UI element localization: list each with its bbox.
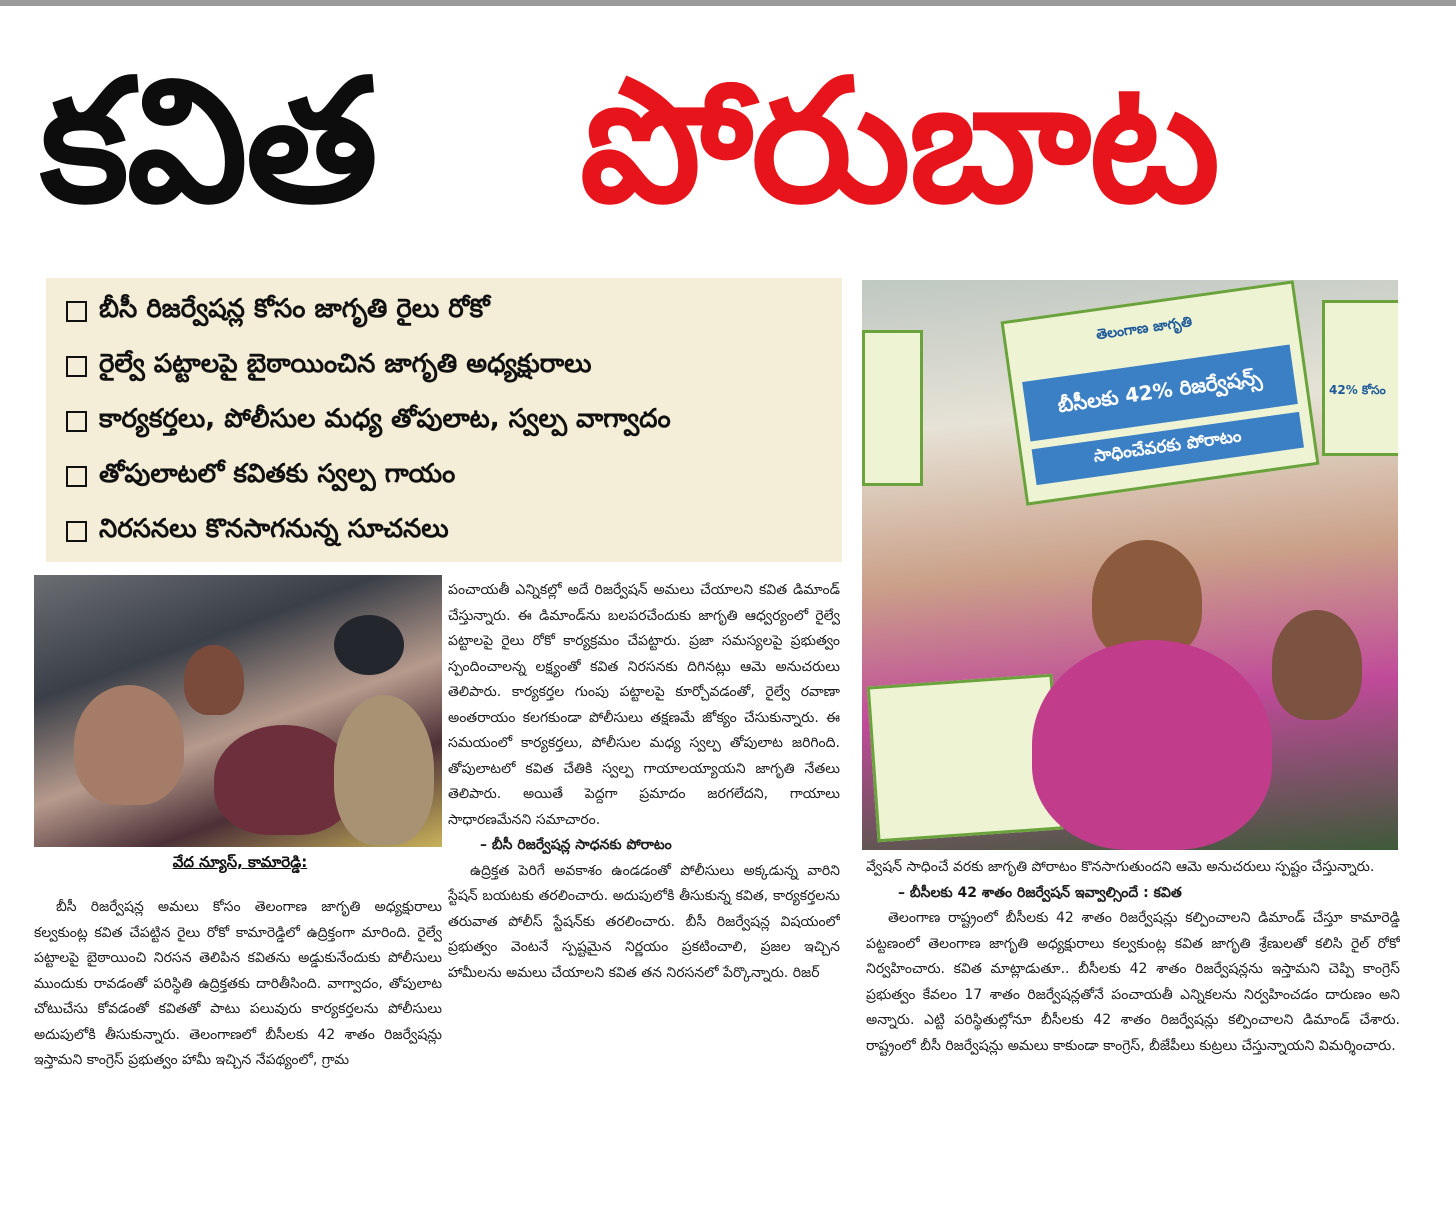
highlight-item [66, 284, 842, 339]
placard-side-text: 42% కోసం [1329, 383, 1386, 397]
checkbox-bullet-icon [66, 301, 87, 322]
highlight-text: నిరసనలు కొనసాగనున్న సూచనలు [99, 513, 449, 544]
article-column-1 [34, 895, 442, 1195]
placard-slogan-line2: సాధించేవరకు పోరాటం [1032, 412, 1304, 485]
photo-figure [1272, 610, 1362, 720]
article-paragraph: ఉద్రిక్తత పెరిగే అవకాశం ఉండడంతో పోలీసులు అక్కడున్న వారిని స్టేషన్ బయటకు తరలించారు. అదుపులోకి తీసుకున్న కవిత, కార్యకర్తలను తరువాత పోలీస్ స్టేషన్‌కు తరలించారు. బీసీ రిజర్వేషన్ల విషయంలో ప్రభుత్వం వెంటనే స్పష్టమైన నిర్ణయం ప్రకటించాలి, ప్రజల ఇచ్చిన హామీలను అమలు చేయాలని కవిత తన నిరసనలో పేర్కొన్నారు. రిజర్ [448, 862, 840, 981]
highlight-item [66, 504, 842, 559]
protest-placard-main [1000, 280, 1319, 505]
article-paragraph: వ్వేషన్ సాధించే వరకు జాగృతి పోరాటం కొనసాగుతుందని ఆమె అనుచరులు స్పష్టం చేస్తున్నారు. [866, 859, 1375, 875]
protest-leader-saree [1032, 640, 1272, 850]
article-column-3 [866, 855, 1400, 1205]
placard-slogan: బీసీలకు 42% రిజర్వేషన్స్ [1022, 345, 1298, 442]
highlights-box [46, 278, 842, 562]
protest-placard-left [862, 330, 923, 486]
highlight-text: కార్యకర్తలు, పోలీసుల మధ్య తోపులాట, స్వల్ప వాగ్వాదం [99, 403, 671, 434]
highlight-text: తోపులాటలో కవితకు స్వల్ప గాయం [99, 458, 456, 489]
article-column-2 [448, 578, 840, 1210]
dateline: వేద న్యూస్, కామారెడ్డి: [172, 853, 308, 871]
protest-placard-side [1322, 300, 1398, 456]
placard-header: తెలంగాణ జాగృతి [1095, 313, 1193, 344]
photo-figure [334, 695, 434, 845]
checkbox-bullet-icon [66, 466, 87, 487]
highlight-item [66, 339, 842, 394]
checkbox-bullet-icon [66, 356, 87, 377]
highlight-text: రైల్వే పట్టాలపై బైఠాయించిన జాగృతి అధ్యక్షురాలు [99, 348, 592, 379]
photo-scuffle [34, 575, 442, 847]
checkbox-bullet-icon [66, 521, 87, 542]
photo-protest [862, 280, 1398, 850]
article-paragraph: పంచాయతీ ఎన్నికల్లో అదే రిజర్వేషన్ అమలు చేయాలని కవిత డిమాండ్ చేస్తున్నారు. ఈ డిమాండ్‌ను బలపరచేందుకు జాగృతి ఆధ్వర్యంలో రైల్వే పట్టాలపై రైలు రోకో కార్యక్రమం చేపట్టారు. ప్రజా సమస్యలపై ప్రభుత్వం స్పందించాలన్న లక్ష్యంతో కవిత నిరసనకు దిగినట్లు ఆమె అనుచరులు తెలిపారు. కార్యకర్తల గుంపు పట్టాలపై కూర్చోవడంతో, రైల్వే రవాణా అంతరాయం కలగకుండా పోలీసులు తక్షణమే జోక్యం చేసుకున్నారు. ఈ సమయంలో కార్యకర్తలు, పోలీసుల మధ్య స్వల్ప తోపులాట జరిగింది. తోపులాటలో కవిత చేతికి స్వల్ప గాయాలయ్యాయని జాగృతి నేతలు తెలిపారు. అయితే పెద్దగా ప్రమాదం జరగలేదని, గాయాలు సాధారణమేనని సమాచారం. [448, 582, 840, 828]
highlight-item [66, 449, 842, 504]
headline-part-black: కవిత [40, 43, 376, 241]
photo-figure [74, 685, 184, 805]
highlight-item [66, 394, 842, 449]
article-paragraph: బీసీ రిజర్వేషన్ల అమలు కోసం తెలంగాణ జాగృతి అధ్యక్షురాలు కల్వకుంట్ల కవిత చేపట్టిన రైలు రోకో కామారెడ్డిలో ఉద్రిక్తంగా మారింది. రైల్వే పట్టాలపై బైఠాయించి నిరసన తెలిపిన కవితను అడ్డుకునేందుకు పోలీసులు ముందుకు రావడంతో పరిస్థితి ఉద్రిక్తతకు దారితీసింది. వాగ్వాదం, తోపులాట చోటుచేసు కోవడంతో కవితతో పాటు పలువురు కార్యకర్తలను పోలీసులు అదుపులోకి తీసుకున్నారు. తెలంగాణలో బీసీలకు 42 శాతం రిజర్వేషన్లు ఇస్తామని కాంగ్రెస్ ప్రభుత్వం హామీ ఇచ్చిన నేపథ్యంలో, గ్రామ [34, 899, 442, 1068]
photo-figure [184, 645, 244, 715]
subheading: – బీసీ రిజర్వేషన్ల సాధనకు పోరాటం [480, 837, 672, 853]
article-paragraph: తెలంగాణ రాష్ట్రంలో బీసీలకు 42 శాతం రిజర్వేషన్లు కల్పించాలని డిమాండ్ చేస్తూ కామారెడ్డి పట్టణంలో తెలంగాణ జాగృతి అధ్యక్షురాలు కల్వకుంట్ల కవిత జాగృతి శ్రేణులతో కలిసి రైల్ రోకో నిర్వహించారు. కవిత మాట్లాడుతూ.. బీసీలకు 42 శాతం రిజర్వేషన్లను ఇస్తామని చెప్పి కాంగ్రెస్ ప్రభుత్వం కేవలం 17 శాతం రిజర్వేషన్లతోనే పంచాయతీ ఎన్నికలను నిర్వహించడం దారుణం అని అన్నారు. ఎట్టి పరిస్థితుల్లోనూ బీసీలకు 42 శాతం రిజర్వేషన్లు కల్పించాలని డిమాండ్ చేశారు. రాష్ట్రంలో బీసీ రిజర్వేషన్లు అమలు కాకుండా కాంగ్రెస్, బీజేపీలు కుట్రలు చేస్తున్నాయని విమర్శించారు. [866, 910, 1400, 1054]
checkbox-bullet-icon [66, 411, 87, 432]
headline-part-red: పోరుబాట [580, 43, 1219, 241]
photo-figure [214, 725, 354, 835]
highlight-text: బీసీ రిజర్వేషన్ల కోసం జాగృతి రైలు రోకో [99, 293, 490, 324]
police-cap [334, 615, 404, 675]
top-rule [0, 0, 1456, 6]
subheading: – బీసీలకు 42 శాతం రిజర్వేషన్ ఇవ్వాల్సిందే : కవిత [898, 884, 1182, 901]
headline [40, 22, 1420, 262]
